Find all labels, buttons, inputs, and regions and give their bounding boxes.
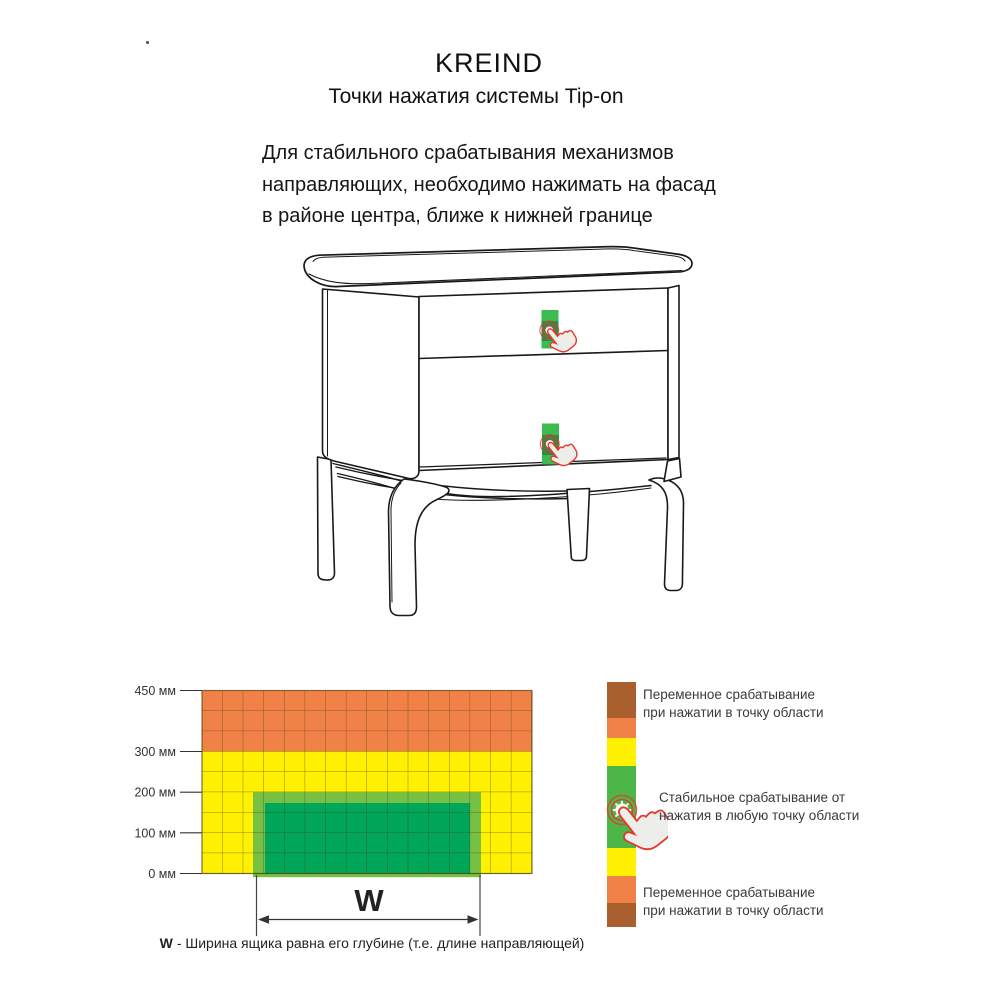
legend-line: нажатия в любую точку области bbox=[659, 808, 860, 823]
description-text bbox=[262, 138, 716, 233]
legend-item-stable bbox=[659, 789, 859, 825]
front-right-leg bbox=[649, 478, 684, 590]
legend-item-variable-top bbox=[643, 686, 824, 722]
tabletop bbox=[304, 247, 692, 287]
description-line: направляющих, необходимо нажимать на фасад bbox=[262, 173, 716, 196]
legend-tap-hand-icon bbox=[592, 778, 668, 854]
tick-label-450: 450 мм bbox=[134, 684, 176, 698]
footnote-term: W bbox=[159, 935, 173, 951]
legend-line: Переменное срабатывание bbox=[643, 885, 816, 900]
carcass bbox=[323, 286, 680, 479]
y-axis-labels bbox=[134, 684, 176, 881]
description-line: в районе центра, ближе к нижней границе bbox=[262, 205, 653, 227]
tick-label-300: 300 мм bbox=[134, 745, 176, 759]
footnote-text: - Ширина ящика равна его глубине (т.е. длине направляющей) bbox=[176, 935, 585, 951]
tick-label-200: 200 мм bbox=[134, 785, 176, 800]
back-left-leg bbox=[318, 457, 335, 580]
footnote bbox=[160, 935, 585, 951]
y-axis-ticks bbox=[180, 691, 202, 874]
legend-segment-orange-bottom bbox=[607, 876, 636, 903]
nightstand-illustration bbox=[230, 240, 710, 630]
legend-item-variable-bottom bbox=[643, 884, 824, 920]
legend-line: при нажатии в точку области bbox=[643, 705, 824, 720]
legend-segment-orange-top bbox=[607, 718, 636, 738]
grid-lines bbox=[202, 691, 532, 874]
rail-right-corner bbox=[664, 459, 681, 482]
legend-segment-brown-bottom bbox=[607, 903, 636, 927]
width-label: W bbox=[354, 883, 384, 918]
stray-dot bbox=[146, 41, 149, 44]
width-dimension bbox=[257, 875, 481, 936]
tick-label-100: 100 мм bbox=[134, 826, 176, 841]
legend-line: Переменное срабатывание bbox=[643, 687, 816, 702]
legend-segment-yellow-top bbox=[607, 738, 636, 766]
tick-label-0: 0 мм bbox=[148, 867, 176, 881]
right-post bbox=[668, 286, 679, 460]
page-title: KREIND bbox=[434, 48, 543, 78]
description-line: Для стабильного срабатывания механизмов bbox=[262, 142, 674, 164]
press-zone-chart bbox=[130, 675, 610, 960]
legs bbox=[318, 457, 684, 616]
side-panel bbox=[323, 289, 420, 479]
legend-segment-brown-top bbox=[607, 682, 636, 718]
back-right-leg bbox=[567, 489, 590, 561]
legend-line: при нажатии в точку области bbox=[643, 903, 824, 918]
legend-line: Стабильное срабатывание от bbox=[659, 790, 846, 805]
page-subtitle: Точки нажатия системы Tip-on bbox=[328, 85, 624, 108]
